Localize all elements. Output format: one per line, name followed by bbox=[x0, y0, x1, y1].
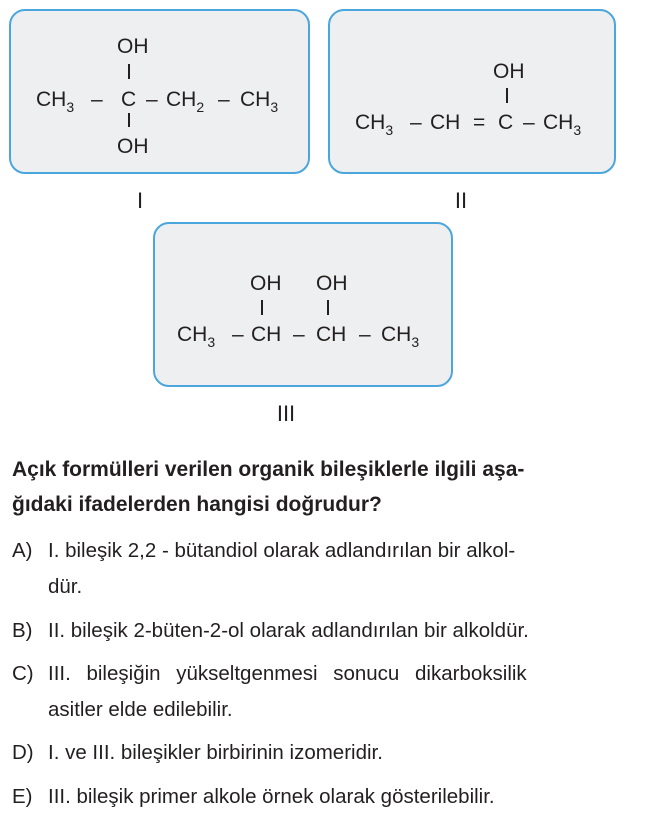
question-line-2: ğıdaki ifadelerden hangisi doğrudur? bbox=[12, 493, 382, 516]
option-letter: C) bbox=[12, 662, 34, 685]
ch3-left: $CH_3$ bbox=[177, 323, 216, 350]
option-d[interactable] bbox=[12, 735, 637, 771]
double-bond: = bbox=[473, 111, 486, 134]
carbon-center: C bbox=[121, 88, 137, 111]
formula-box-2 bbox=[328, 9, 616, 174]
formula-box-3 bbox=[153, 222, 453, 387]
oh-bottom: OH bbox=[117, 135, 149, 158]
bond-vertical-2 bbox=[327, 300, 329, 315]
oh-2: OH bbox=[316, 272, 348, 295]
ch3-left: $CH_3$ bbox=[36, 88, 75, 115]
formula-label-2: II bbox=[454, 188, 468, 213]
ch3-left: $CH_3$ bbox=[355, 111, 394, 138]
option-letter: D) bbox=[12, 741, 34, 764]
bond-vertical-top bbox=[128, 64, 130, 79]
option-e[interactable] bbox=[12, 779, 637, 815]
formula-label-1: I bbox=[136, 188, 144, 213]
option-c[interactable] bbox=[12, 656, 637, 728]
option-text-line-2: asitler elde edilebilir. bbox=[48, 698, 233, 721]
bond-dash-2: – bbox=[293, 323, 305, 346]
ch3-right: $CH_3$ bbox=[240, 88, 279, 115]
bond-dash-3: – bbox=[359, 323, 371, 346]
bond-vertical-1 bbox=[261, 300, 263, 315]
ch2: $CH_2$ bbox=[166, 88, 205, 115]
ch: CH bbox=[430, 111, 461, 134]
option-b[interactable] bbox=[12, 613, 637, 649]
option-text-line-1: III. bileşiğin yükseltgenmesi sonucu dikarboksilik bbox=[48, 662, 527, 685]
bond-dash-2: – bbox=[146, 88, 158, 111]
oh: OH bbox=[493, 60, 525, 83]
oh-top: OH bbox=[117, 35, 149, 58]
option-letter: E) bbox=[12, 785, 33, 808]
ch3-right: $CH_3$ bbox=[543, 111, 582, 138]
bond-dash-2: – bbox=[523, 111, 535, 134]
formula-label-3: III bbox=[276, 401, 296, 426]
option-text-line-1: II. bileşik 2-büten-2-ol olarak adlandırılan bir alkoldür. bbox=[48, 619, 529, 642]
bond-dash-1: – bbox=[232, 323, 244, 346]
formula-box-1 bbox=[9, 9, 310, 174]
ch-2: CH bbox=[316, 323, 347, 346]
question-line-1: Açık formülleri verilen organik bileşiklerle ilgili aşa- bbox=[12, 458, 525, 481]
option-a[interactable] bbox=[12, 533, 637, 605]
bond-dash-3: – bbox=[218, 88, 230, 111]
oh-1: OH bbox=[250, 272, 282, 295]
option-letter: B) bbox=[12, 619, 33, 642]
ch3-right: $CH_3$ bbox=[381, 323, 420, 350]
option-letter: A) bbox=[12, 539, 33, 562]
carbon: C bbox=[498, 111, 514, 134]
option-text-line-1: I. bileşik 2,2 - bütandiol olarak adlandırılan bir alkol- bbox=[48, 539, 516, 562]
ch-1: CH bbox=[251, 323, 282, 346]
option-text-line-2: dür. bbox=[48, 575, 83, 598]
option-text-line-1: I. ve III. bileşikler birbirinin izomeridir. bbox=[48, 741, 383, 764]
bond-dash-1: – bbox=[410, 111, 422, 134]
option-text-line-1: III. bileşik primer alkole örnek olarak gösterilebilir. bbox=[48, 785, 495, 808]
bond-dash-1: – bbox=[91, 88, 103, 111]
bond-vertical-bottom bbox=[128, 113, 130, 127]
question-text bbox=[12, 452, 637, 522]
bond-vertical bbox=[506, 88, 508, 103]
